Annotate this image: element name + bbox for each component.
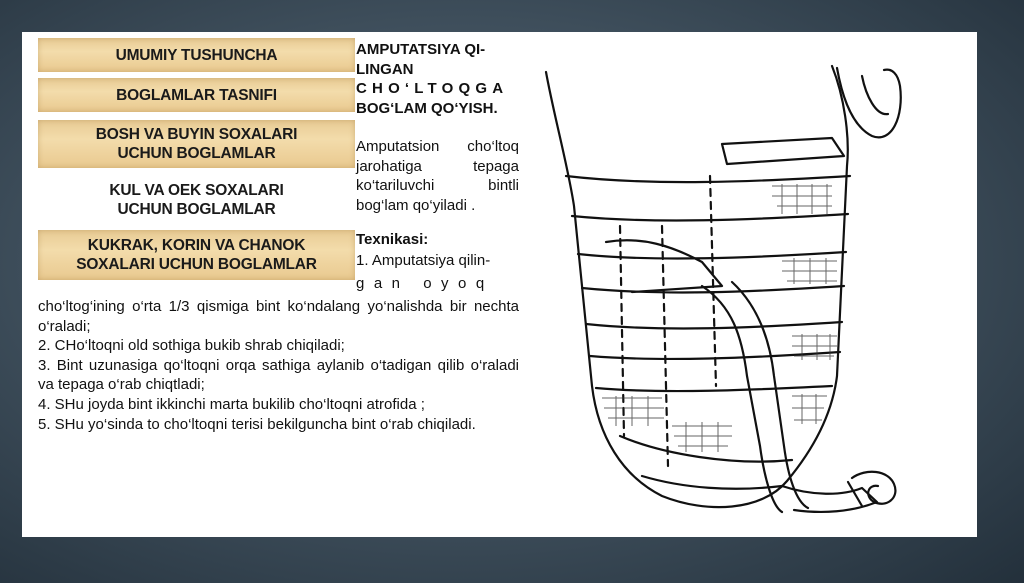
heading-line: LINGAN: [356, 60, 414, 78]
step-1-start: 1. Amputatsiya qilin-: [356, 252, 491, 269]
step-item: cho‘ltog‘ining o‘rta 1/3 qismiga bint ko‘ndalang yo‘nalishda bir nechta o‘raladi;: [38, 298, 519, 335]
menu-item-boglamlar-tasnifi[interactable]: [38, 78, 355, 112]
stump-bandage-illustration: [532, 56, 912, 526]
step-1-spaced: gan oyoq: [356, 275, 494, 292]
menu-item-umumiy-tushuncha[interactable]: [38, 38, 355, 72]
intro-paragraph: Amputatsion cho‘ltoq jarohatiga tepaga ko‘tariluvchi bintli bog‘lam qo‘yiladi .: [356, 138, 519, 214]
step-item: 2. CHo‘ltoqni old sothiga bukib shrab chiqiladi;: [38, 337, 345, 355]
step-item: 5. SHu yo‘sinda to cho‘ltoqni terisi bekilguncha bint o‘rab chiqiladi.: [38, 415, 476, 433]
menu-item-label: UMUMIY TUSHUNCHA: [115, 46, 278, 64]
menu-item-kukrak-korin-chanok[interactable]: [38, 230, 355, 280]
menu-item-label: BOGLAMLAR TASNIFI: [116, 86, 277, 104]
menu-item-bosh-va-buyin[interactable]: [38, 120, 355, 168]
heading-line: BOG‘LAM QO‘YISH.: [356, 99, 498, 117]
slide: [22, 32, 977, 537]
technique-label: Texnikasi:: [356, 231, 429, 248]
heading-line: CHO‘LTOQGA: [356, 80, 509, 97]
section-heading: [356, 40, 519, 118]
menu-item-label: KUL VA OEK SOXALARI UCHUN BOGLAMLAR: [109, 182, 284, 218]
steps-list: [38, 297, 519, 434]
menu-item-label: KUKRAK, KORIN VA CHANOK SOXALARI UCHUN BOGLAMLAR: [76, 237, 317, 273]
step-item: 3. Bint uzunasiga qo‘ltoqni orqa sathiga aylanib o‘tadigan qilib o‘raladi va tepaga o‘rab chiqtladi;: [38, 356, 519, 394]
step-item: 4. SHu joyda bint ikkinchi marta bukilib cho‘ltoqni atrofida ;: [38, 395, 425, 413]
menu-item-kul-va-oek[interactable]: [38, 176, 355, 224]
heading-line: AMPUTATSIYA QI-: [356, 41, 486, 58]
menu-item-label: BOSH VA BUYIN SOXALARI UCHUN BOGLAMLAR: [95, 126, 298, 162]
